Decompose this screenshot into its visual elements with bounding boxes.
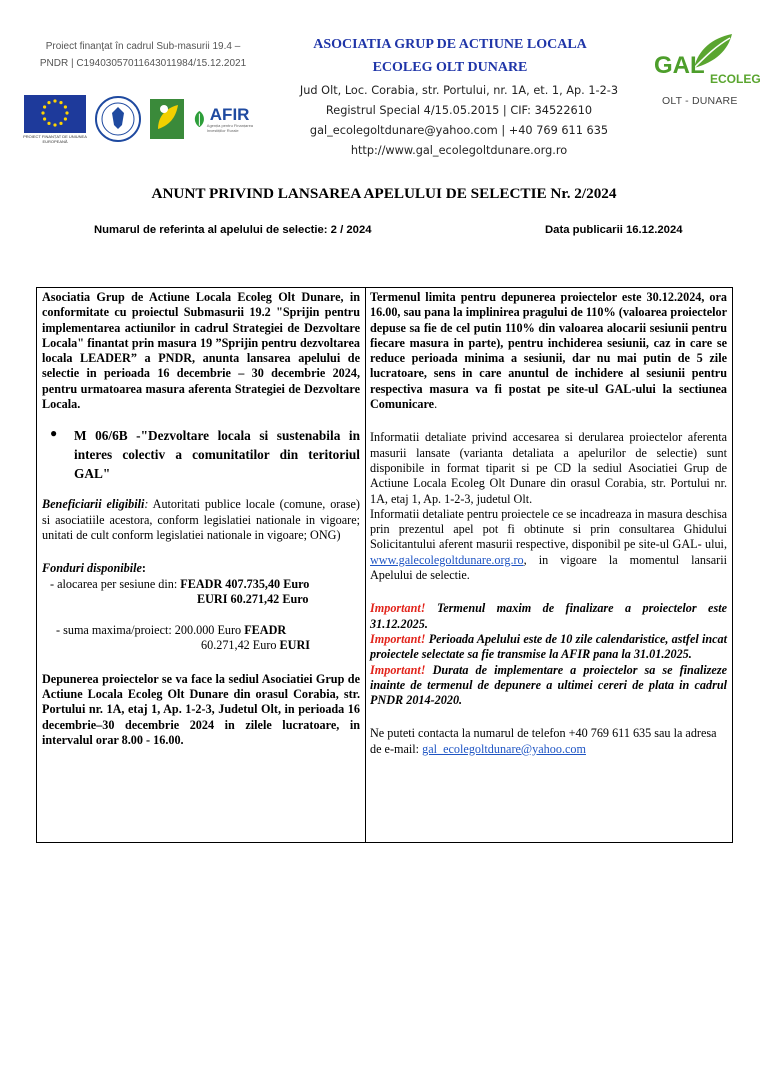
contact-paragraph [370,726,727,757]
gal-text: GAL [654,52,705,79]
measure-bullet [42,426,360,483]
column-divider [365,288,366,842]
org-contact-block [276,81,642,161]
publication-date: Data publicarii 16.12.2024 [545,224,683,236]
eu-flag-logo [22,95,88,143]
info-paragraph-2 [370,507,727,583]
beneficiaries-text: Autoritati publice locale (comune, orase) si asociatiile acestora, conform legislatiei nationale in vigoare; unitati de cult conform legislatiei nationale in vigoare; ONG) [42,497,360,542]
deadline-text: Termenul limita pentru depunerea proiectelor este 30.12.2024, ora 16.00, sau pana la implinirea pragului de 110% (valoarea proiectelor depuse sa fie de cel putin 110% din valoarea alocarii sesiunii pentru fiecare masura in parte), pentru inchiderea sesiunii, caz in care se reduce perioada minima a sesiunii, dar nu mai putin de 5 zile lucratoare, sens in care anuntul de inchidere al sesiunii pentru respectiva masura va fi postat pe site-ul GAL-ului la sectiunea Comunicare [370,290,727,412]
announcement-table [36,287,733,843]
allocation-label: - alocarea per sesiune din: [50,576,181,591]
contact-email-link[interactable]: gal_ecolegoltdunare@yahoo.com [422,741,586,756]
org-website: http://www.gal_ecolegoltdunare.org.ro [350,144,568,157]
info-paragraph-1: Informatii detaliate privind accesarea si derularea proiectelor aferenta masurii lansate (varianta detaliata a apelurilor de selectie) sunt disponibile in format tiparit si pe CD la sediul Asociatiei Grup de Actiune Locala Ecoleg Olt Dunare din orasul Corabia, str. Portului nr. 1A, etaj 1, Ap. 1-2-3, judetul Olt. [370,430,727,506]
beneficiaries-colon: : [144,497,149,512]
org-address: Jud Olt, Loc. Corabia, str. Portului, nr. 1A, et. 1, Ap. 1-2-3 [299,84,619,97]
important-text-1: Termenul maxim de finalizare a proiectelor este 31.12.2025. [370,601,727,631]
bullet-icon: ● [50,426,58,441]
afir-leaf-icon [192,105,207,133]
allocation-line [42,577,360,592]
funds-label: Fonduri disponibile [42,561,142,576]
submission-paragraph: Depunerea proiectelor se va face la sediul Asociatiei Grup de Actiune Locala Ecoleg Olt Dunare din orasul Corabia, str. Portului nr. 1A, etaj 1, Ap. 1-2-3, Judetul Olt, in perioada 16 decembrie–30 decembrie 2024 in zilele lucratoare, in intervalul orar 8.00 - 16.00. [42,671,360,747]
afir-name: AFIR [209,104,250,124]
allocation-euri: EURI 60.271,42 Euro [197,591,309,606]
info2-text: Informatii detaliate pentru proiectele ce se incadreaza in masura deschisa prin prezentul apel pot fi obtinute si prin consultarea Ghidului Solicitantului aferent masurii respective, disponibil pe site-ul GAL- ului, [370,506,727,552]
important-note-2 [370,632,727,663]
right-column [370,290,727,757]
org-contact: gal_ecolegoltdunare@yahoo.com | +40 769 611 635 [309,124,609,137]
measure-name: M 06/6B -"Dezvoltare locala si sustenabila in interes colectiv a comunitatilor din teritoriul GAL" [74,428,360,482]
funds-colon: : [141,561,146,576]
guide-website-link[interactable]: www.galecolegoltdunare.org.ro [370,552,524,567]
allocation-feadr: FEADR 407.735,40 Euro [180,576,310,591]
max-amount-euri-line [42,638,360,653]
beneficiaries-paragraph [42,497,360,543]
announcement-title: ANUNT PRIVIND LANSAREA APELULUI DE SELECTIE Nr. 2/2024 [151,185,617,202]
project-info [14,38,272,72]
eu-stars-icon [24,95,86,133]
max-amount-label: - suma maxima/proiect: 200.000 Euro [56,623,245,638]
beneficiaries-label: Beneficiarii eligibili [42,497,145,512]
important-note-1 [370,601,727,632]
deadline-paragraph [370,290,727,412]
max-amount-feadr: FEADR [244,623,287,638]
max-euri-amount: 60.271,42 Euro [201,638,280,653]
partner-logos [22,94,260,144]
eu-caption: PROIECT FINANȚAT DE UNIUNEA EUROPEANĂ [23,134,87,144]
afir-logo [192,97,260,141]
max-amount-line [42,623,360,638]
government-romania-logo [94,95,142,143]
contact-text: Ne puteti contacta la numarul de telefon +40 769 611 635 sau la adresa de e-mail: [370,726,717,756]
org-name-line-1: ASOCIATIA GRUP DE ACTIUNE LOCALA [313,37,587,52]
important-label: Important! [370,601,426,616]
afir-subtitle: Agenția pentru Finanțarea Investițiilor Rurale [206,122,254,133]
important-text-2: Perioada Apelului este de 10 zile calendaristice, astfel incat proiectele selectate sa fie transmise la AFIR pana la 31.01.2025. [370,631,727,662]
important-text-3: Durata de implementare a proiectelor sa se finalizeze inainte de termenul de depunere a ultimei cereri de plata in cadrul PNDR 2014-2020. [370,662,727,708]
gal-ecoleg: ECOLEG [710,72,761,86]
important-label: Important! [370,631,426,646]
funds-heading [42,561,360,576]
important-label: Important! [370,662,426,677]
important-note-3 [370,663,727,709]
left-column [42,290,360,748]
project-line-2: PNDR | C19403057011643011984/15.12.2021 [39,58,247,69]
gal-logo [650,32,761,112]
max-euri-label: EURI [279,638,311,653]
leader-logo [148,95,186,143]
info2-text-end: , in vigoare la momentul lansarii Apelului de selectie. [370,552,727,583]
gal-olt-dunare: OLT - DUNARE [662,95,738,107]
intro-paragraph: Asociatia Grup de Actiune Locala Ecoleg Olt Dunare, in conformitate cu proiectul Submasurii 19.2 "Sprijin pentru implementarea actiunilor in cadrul Strategiei de Dezvoltare Locala" finantat prin masura 19 ”Sprijin pentru dezvoltarea locala LEADER” a PNDR, anunta lansarea apelului de selectie in perioada 16 decembrie – 30 decembrie 2024, pentru urmatoarea masura aferenta Strategiei de Dezvoltare Locala. [42,290,360,412]
reference-number: Numarul de referinta al apelului de selectie: 2 / 2024 [94,224,372,236]
org-name-line-2: ECOLEG OLT DUNARE [372,60,528,75]
org-registry: Registrul Special 4/15.05.2015 | CIF: 34522610 [325,104,593,117]
deadline-end: . [434,397,438,412]
project-line-1: Proiect finanţat în cadrul Sub-masurii 19.4 – [45,41,241,52]
